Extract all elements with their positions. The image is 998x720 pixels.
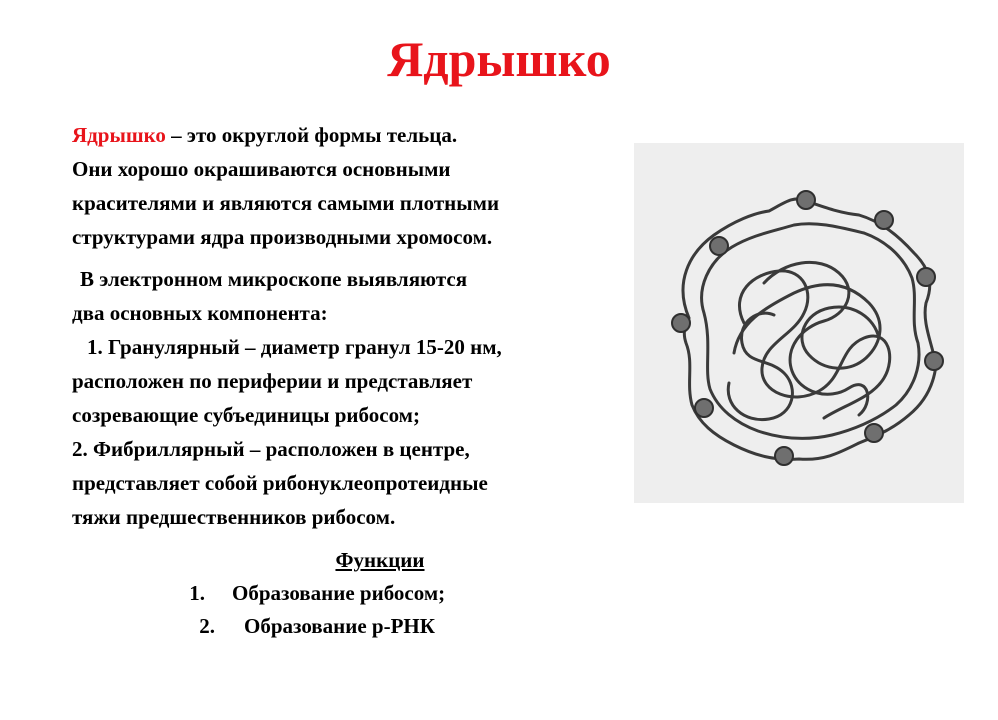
functions-list: [0, 577, 760, 643]
nucleolus-illustration: [634, 143, 964, 503]
granule: [865, 424, 883, 442]
fibrillar-line-2: представляет собой рибонуклеопротеидные: [72, 471, 488, 495]
granule: [917, 268, 935, 286]
definition-line-1: [72, 118, 632, 152]
functions-title: Функции: [335, 548, 425, 572]
definition-line-2: Они хорошо окрашиваются основными: [72, 157, 451, 181]
granule: [875, 211, 893, 229]
granule: [775, 447, 793, 465]
fibrillar-line-3: тяжи предшественников рибосом.: [72, 505, 396, 529]
definition-line-4: структурами ядра производными хромосом.: [72, 225, 493, 249]
granule: [925, 352, 943, 370]
definition-rest: – это округлой формы тельца.: [165, 123, 458, 147]
function-number: 2.: [199, 614, 215, 638]
granule: [695, 399, 713, 417]
granular-line-2: расположен по периферии и представляет: [72, 369, 473, 393]
granular-line-1: 1. Гранулярный – диаметр гранул 15-20 нм,: [87, 335, 502, 359]
granule: [797, 191, 815, 209]
components-line-2: два основных компонента:: [72, 301, 328, 325]
fibrillar-line-1: 2. Фибриллярный – расположен в центре,: [72, 437, 470, 461]
definition-term: Ядрышко: [72, 123, 166, 147]
components-line-1: В электронном микроскопе выявляются: [80, 267, 468, 291]
granule: [710, 237, 728, 255]
main-text: [72, 118, 632, 534]
inner-strand-4: [728, 313, 792, 419]
function-item-2: [0, 610, 760, 643]
functions-section: [0, 544, 760, 643]
function-text: Образование р-РНК: [244, 614, 435, 638]
granular-line-3: созревающие субъединицы рибосом;: [72, 403, 420, 427]
function-text: Образование рибосом;: [232, 581, 446, 605]
definition-line-3: красителями и являются самыми плотными: [72, 191, 500, 215]
function-number: 1.: [189, 581, 205, 605]
granule: [672, 314, 690, 332]
nucleolus-drawing: [634, 143, 964, 503]
function-item-1: [0, 577, 760, 610]
slide-title: Ядрышко: [387, 31, 611, 87]
